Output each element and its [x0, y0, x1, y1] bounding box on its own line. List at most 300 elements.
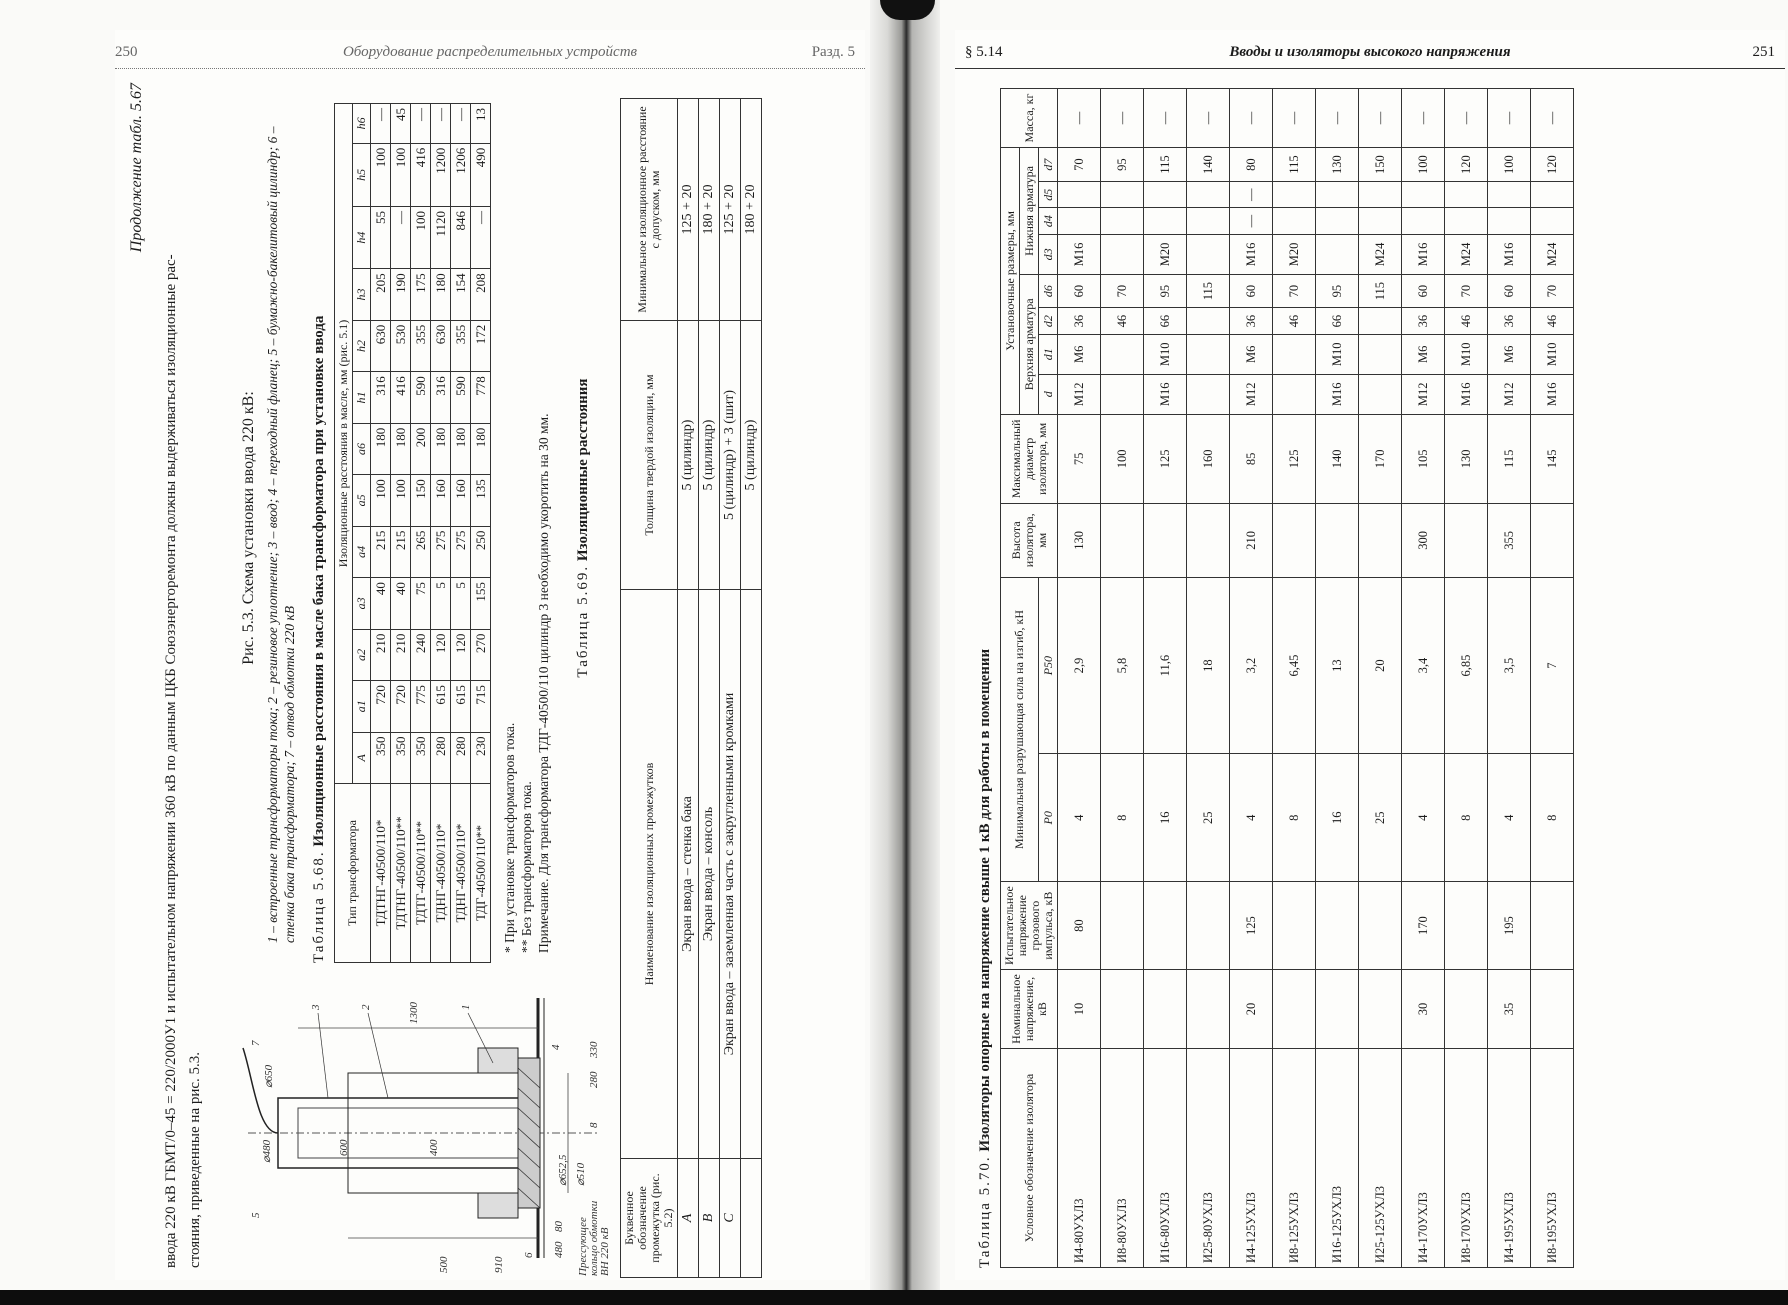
t570-cell-p50: 6,85	[1445, 577, 1488, 754]
t568-cell-value: 280	[431, 732, 451, 783]
t570-h-test: Испытательное напряжение грозового импульса, кВ	[1001, 882, 1058, 970]
t570-cell-d6: 60	[1058, 274, 1101, 307]
t569-cell-thick: 5 (цилиндр)	[699, 321, 720, 590]
t570-cell-un: 20	[1230, 970, 1273, 1049]
t569-body	[678, 99, 762, 1278]
t570-cell-m: —	[1531, 89, 1574, 148]
t570-cell-d7: 100	[1488, 148, 1531, 182]
t568-cell-value: 230	[471, 732, 491, 783]
t570-cell-dmax: 85	[1230, 414, 1273, 503]
t570-cell-d1: M10	[1531, 334, 1574, 374]
t570-cell-h: 210	[1230, 503, 1273, 577]
t570-row	[1230, 89, 1273, 1268]
t570-cell-dmax: 125	[1273, 414, 1316, 503]
dim-600: 600	[338, 1139, 350, 1156]
t570-row	[1144, 89, 1187, 1268]
t568-cell-value: 265	[411, 526, 431, 577]
t570-h-mass: Масса, кг	[1001, 89, 1058, 148]
fig-label-5: 5	[250, 1212, 262, 1218]
t570-cell-h	[1531, 503, 1574, 577]
table-570-title	[974, 88, 996, 1268]
t568-cell-value: 180	[391, 423, 411, 474]
t570-cell-d6: 60	[1402, 274, 1445, 307]
t568-cell-value: 316	[371, 372, 391, 423]
t570-cell-name: И8-125УХЛ3	[1273, 1049, 1316, 1268]
t569-cell-letter	[741, 1159, 762, 1278]
right-running-head	[955, 44, 1785, 66]
t568-cell-value: 100	[391, 475, 411, 526]
t570-cell-d7: 115	[1273, 148, 1316, 182]
t570-cell-d1: M6	[1402, 334, 1445, 374]
t570-cell-p50: 13	[1316, 577, 1359, 754]
t570-cell-m: —	[1058, 89, 1101, 148]
t568-cell-value: 210	[391, 629, 411, 680]
t568-cell-value: 190	[391, 269, 411, 320]
left-rotated-content	[120, 83, 860, 1278]
table-5-69	[620, 98, 762, 1278]
t569-cell-thick: 5 (цилиндр) + 3 (шит)	[720, 321, 741, 590]
t570-cell-p0: 8	[1445, 754, 1488, 882]
t568-row	[471, 104, 491, 963]
bushing-drawing	[238, 978, 618, 1278]
t569-cell-name	[741, 590, 762, 1159]
left-running-head	[115, 44, 865, 66]
dim-910: 910	[493, 1256, 505, 1273]
t570-cell-d3: M16	[1488, 234, 1531, 274]
t570-cell-d7: 95	[1101, 148, 1144, 182]
dim-330: 330	[588, 1041, 600, 1058]
t570-cell-dmax: 125	[1144, 414, 1187, 503]
t570-cell-ut	[1101, 882, 1144, 970]
t568-row	[431, 104, 451, 963]
dim-280: 280	[588, 1071, 600, 1088]
table-568-title	[308, 93, 330, 963]
t570-cell-p0: 16	[1316, 754, 1359, 882]
dim-650: ⌀650	[263, 1064, 275, 1088]
t570-cell-d6: 95	[1316, 274, 1359, 307]
t568-cell-value: 180	[471, 423, 491, 474]
t570-cell-d5	[1402, 182, 1445, 208]
t568-cell-value: 720	[391, 681, 411, 732]
t570-cell-un: 30	[1402, 970, 1445, 1049]
t568-cell-value: 215	[391, 526, 411, 577]
t570-cell-ut: 195	[1488, 882, 1531, 970]
t568-cell-value: 180	[431, 269, 451, 320]
t570-cell-p50: 2,9	[1058, 577, 1101, 754]
t568-col-h4: h4	[353, 206, 371, 268]
ring-label: Прессующее кольцо обмотки ВН 220 кВ	[577, 1200, 611, 1276]
t570-cell-d2: 46	[1531, 308, 1574, 334]
t568-cell-value: 280	[451, 732, 471, 783]
t570-cell-ut	[1316, 882, 1359, 970]
left-page	[115, 30, 865, 1280]
table-568-prefix: Таблица 5.68.	[311, 850, 327, 963]
right-page	[955, 30, 1785, 1280]
figure-5-3	[238, 978, 618, 1278]
t570-cell-p50: 18	[1187, 577, 1230, 754]
t570-cell-dmax: 160	[1187, 414, 1230, 503]
t570-body	[1058, 89, 1574, 1268]
t570-h-d5: d5	[1039, 182, 1058, 208]
t568-cell-value: 715	[471, 681, 491, 732]
t570-row	[1187, 89, 1230, 1268]
t568-cell-value: 100	[411, 206, 431, 268]
t568-col-a5: a5	[353, 475, 371, 526]
t570-h-p50: P50	[1039, 577, 1058, 754]
t568-cell-value: 350	[371, 732, 391, 783]
t570-cell-d5	[1488, 182, 1531, 208]
t570-cell-d5	[1144, 182, 1187, 208]
t568-col-a6: a6	[353, 423, 371, 474]
t570-cell-d1: M10	[1445, 334, 1488, 374]
t570-cell-d7: 115	[1144, 148, 1187, 182]
t569-cell-letter: C	[720, 1159, 741, 1278]
t570-cell-m: —	[1402, 89, 1445, 148]
t568-cell-value: 416	[411, 143, 431, 206]
fig-label-2: 2	[360, 1004, 372, 1010]
t570-cell-d3: M24	[1359, 234, 1402, 274]
t568-col-a3: a3	[353, 578, 371, 629]
t568-col-a1: a1	[353, 681, 371, 732]
t570-cell-un	[1316, 970, 1359, 1049]
dim-652: ⌀652,5	[557, 1154, 569, 1186]
t568-cell-value: 100	[391, 143, 411, 206]
t568-cell-value: 275	[431, 526, 451, 577]
t568-cell-value: 490	[471, 143, 491, 206]
fig-label-7: 7	[250, 1040, 262, 1046]
t570-cell-d1: M6	[1488, 334, 1531, 374]
t570-cell-d2: 66	[1316, 308, 1359, 334]
t568-row	[411, 104, 431, 963]
t570-cell-d1	[1101, 334, 1144, 374]
t570-cell-ut	[1144, 882, 1187, 970]
t570-cell-d1	[1273, 334, 1316, 374]
t570-cell-d4	[1144, 208, 1187, 234]
t569-cell-letter: B	[699, 1159, 720, 1278]
t570-cell-dmax: 75	[1058, 414, 1101, 503]
t568-cell-value: 120	[431, 629, 451, 680]
t568-cell-type: ТДТНГ-40500/110*	[371, 784, 391, 963]
t569-col-name: Наименование изоляционных промежутков	[621, 590, 678, 1159]
t570-cell-d4	[1531, 208, 1574, 234]
t569-cell-dist: 180 + 20	[699, 99, 720, 321]
t570-cell-d1: M6	[1230, 334, 1273, 374]
t570-cell-d4	[1402, 208, 1445, 234]
t570-cell-dmax: 170	[1359, 414, 1402, 503]
table-5-70	[1000, 88, 1574, 1268]
t568-row	[391, 104, 411, 963]
fig-label-6: 6	[523, 1252, 535, 1258]
left-page-number: 250	[115, 44, 138, 60]
t570-cell-d3	[1316, 234, 1359, 274]
t570-cell-un	[1101, 970, 1144, 1049]
t568-cell-value: 160	[431, 475, 451, 526]
t570-cell-d5	[1445, 182, 1488, 208]
t568-cell-value: 40	[371, 578, 391, 629]
intro-line-2: стояния, приведенные на рис. 5.3.	[187, 1051, 203, 1268]
t570-cell-name: И4-195УХЛ3	[1488, 1049, 1531, 1268]
t568-cell-value: 615	[451, 681, 471, 732]
t569-cell-name: Экран ввода – заземленная часть с закругленными кромками	[720, 590, 741, 1159]
t570-h-d7: d7	[1039, 148, 1058, 182]
t568-cell-value: 208	[471, 269, 491, 320]
t568-cell-value: 100	[371, 475, 391, 526]
t570-cell-name: И25-80УХЛ3	[1187, 1049, 1230, 1268]
t568-cell-value: 55	[371, 206, 391, 268]
t570-cell-d2: 36	[1488, 308, 1531, 334]
t570-cell-d: M12	[1402, 374, 1445, 414]
t570-cell-d5	[1531, 182, 1574, 208]
t570-cell-d2: 36	[1402, 308, 1445, 334]
scan-bottom-edge	[0, 1290, 1788, 1305]
t570-cell-m: —	[1230, 89, 1273, 148]
t568-cell-value: 180	[371, 423, 391, 474]
t568-note-1: * При установке трансформаторов тока.	[502, 722, 517, 953]
t570-cell-h	[1445, 503, 1488, 577]
t568-cell-value: —	[371, 104, 391, 144]
t569-col-letter: Буквенное обозначение промежутка (рис. 5.2)	[621, 1159, 678, 1278]
t570-row	[1058, 89, 1101, 1268]
table-569-title	[572, 93, 594, 963]
book-gutter	[870, 0, 940, 1305]
t570-cell-d	[1273, 374, 1316, 414]
t570-cell-d7: 150	[1359, 148, 1402, 182]
t570-row	[1359, 89, 1402, 1268]
t570-h-p0: P0	[1039, 754, 1058, 882]
t568-cell-value: —	[451, 104, 471, 144]
t570-cell-m: —	[1187, 89, 1230, 148]
dim-480: ⌀480	[261, 1139, 273, 1163]
t569-row	[741, 99, 762, 1278]
t570-cell-d	[1187, 374, 1230, 414]
t570-cell-p50: 3,5	[1488, 577, 1531, 754]
t570-cell-p0: 8	[1531, 754, 1574, 882]
t570-cell-d7: 80	[1230, 148, 1273, 182]
t570-cell-d: M16	[1316, 374, 1359, 414]
t568-cell-value: 316	[431, 372, 451, 423]
t570-cell-d3: M16	[1230, 234, 1273, 274]
t570-cell-d: M12	[1488, 374, 1531, 414]
figure-legend: 1 – встроенные трансформаторы тока; 2 – резиновое уплотнение; 3 – ввод; 4 – переходный фланец; 5 – бумажно-бакелитовый цилиндр; 6 – стенка бака трансформатора; 7 – отвод обмотки 220 кВ	[265, 126, 297, 943]
t568-cell-value: 630	[431, 320, 451, 371]
t570-cell-d3: M20	[1273, 234, 1316, 274]
t568-cell-value: 615	[431, 681, 451, 732]
t570-row	[1531, 89, 1574, 1268]
t570-cell-ut: 125	[1230, 882, 1273, 970]
t570-cell-dmax: 100	[1101, 414, 1144, 503]
table-569-prefix: Таблица 5.69.	[575, 564, 591, 678]
t568-row	[371, 104, 391, 963]
table-5-68	[334, 103, 491, 963]
t568-cell-type: ТДНГ-40500/110*	[451, 784, 471, 963]
t568-cell-value: 205	[371, 269, 391, 320]
right-rotated-content	[970, 88, 1765, 1268]
t570-cell-d5	[1273, 182, 1316, 208]
t570-cell-d7: 70	[1058, 148, 1101, 182]
t570-cell-ut	[1359, 882, 1402, 970]
t570-cell-name: И16-80УХЛ3	[1144, 1049, 1187, 1268]
t570-cell-d7: 130	[1316, 148, 1359, 182]
t570-cell-d5	[1316, 182, 1359, 208]
t570-cell-h	[1101, 503, 1144, 577]
t570-cell-h: 130	[1058, 503, 1101, 577]
t570-cell-m: —	[1144, 89, 1187, 148]
t570-cell-p0: 8	[1101, 754, 1144, 882]
t569-cell-thick: 5 (цилиндр)	[678, 321, 699, 590]
t570-cell-name: И4-125УХЛ3	[1230, 1049, 1273, 1268]
t570-cell-d3	[1101, 234, 1144, 274]
intro-line-1: ввода 220 кВ ГБМТ/0–45 = 220/2000У1 и испытательном напряжении 360 кВ по данным ЦКБ Союзэнергоремонта должны выдерживаться изоляционные рас-	[163, 254, 179, 1268]
figure-caption: Рис. 5.3. Схема установки ввода 220 кВ:	[240, 391, 257, 665]
left-text-column	[238, 93, 598, 963]
t570-cell-p0: 4	[1230, 754, 1273, 882]
t570-cell-m: —	[1488, 89, 1531, 148]
t568-cell-value: 180	[451, 423, 471, 474]
t568-col-type: Тип трансформатора	[335, 784, 371, 963]
t570-h-force: Минимальная разрушающая сила на изгиб, кН	[1001, 577, 1039, 881]
t570-cell-d: M16	[1445, 374, 1488, 414]
t569-cell-dist: 125 + 20	[720, 99, 741, 321]
t570-cell-m: —	[1273, 89, 1316, 148]
t570-cell-p0: 8	[1273, 754, 1316, 882]
t568-cell-value: 5	[431, 578, 451, 629]
t568-cell-value: 120	[451, 629, 471, 680]
t568-cell-value: 355	[411, 320, 431, 371]
t570-h-voltage: Номинальное напряжение, кВ	[1001, 970, 1058, 1049]
t568-note-3: Примечание. Для трансформатора ТДГ-40500/110 цилиндр 3 необходимо укоротить на 30 мм.	[536, 413, 551, 953]
table-568-name: Изоляционные расстояния в масле бака трансформатора при установке ввода	[311, 315, 327, 847]
t570-cell-d: M12	[1058, 374, 1101, 414]
t570-cell-un: 35	[1488, 970, 1531, 1049]
t570-cell-d2	[1359, 308, 1402, 334]
t568-col-A: A	[353, 732, 371, 783]
t570-h-designation: Условное обозначение изолятора	[1001, 1049, 1058, 1268]
t570-cell-p0: 4	[1058, 754, 1101, 882]
t568-cell-value: 5	[451, 578, 471, 629]
t570-cell-d1: M10	[1144, 334, 1187, 374]
t570-cell-d4	[1445, 208, 1488, 234]
continuation-note: Продолжение табл. 5.67	[128, 83, 145, 253]
t570-cell-m: —	[1359, 89, 1402, 148]
t570-cell-d3: M16	[1058, 234, 1101, 274]
t570-cell-d2: 46	[1445, 308, 1488, 334]
t570-cell-name: И8-170УХЛ3	[1445, 1049, 1488, 1268]
t570-h-d3: d3	[1039, 234, 1058, 274]
t568-cell-value: 1206	[451, 143, 471, 206]
t570-cell-d7: 100	[1402, 148, 1445, 182]
t570-cell-d5	[1359, 182, 1402, 208]
table-570-prefix: Таблица 5.70.	[977, 1155, 993, 1268]
t570-cell-d4	[1316, 208, 1359, 234]
t570-cell-p0: 4	[1402, 754, 1445, 882]
t570-cell-d3: M20	[1144, 234, 1187, 274]
t570-cell-ut	[1273, 882, 1316, 970]
t570-cell-d4	[1101, 208, 1144, 234]
t570-cell-d4	[1187, 208, 1230, 234]
t568-cell-value: 355	[451, 320, 471, 371]
t570-cell-m: —	[1101, 89, 1144, 148]
t570-cell-d7: 120	[1445, 148, 1488, 182]
t568-cell-value: 630	[371, 320, 391, 371]
t570-cell-un: 10	[1058, 970, 1101, 1049]
t568-cell-value: 590	[411, 372, 431, 423]
t568-cell-value: 275	[451, 526, 471, 577]
t570-cell-p50: 6,45	[1273, 577, 1316, 754]
t568-row	[451, 104, 471, 963]
t568-cell-value: 100	[371, 143, 391, 206]
t570-cell-d5	[1058, 182, 1101, 208]
t570-cell-dmax: 105	[1402, 414, 1445, 503]
t568-cell-value: 215	[371, 526, 391, 577]
fig-label-3: 3	[310, 1004, 322, 1010]
t568-cell-value: 530	[391, 320, 411, 371]
t570-cell-un	[1273, 970, 1316, 1049]
t570-cell-dmax: 130	[1445, 414, 1488, 503]
t568-cell-value: —	[471, 206, 491, 268]
t570-cell-dmax: 115	[1488, 414, 1531, 503]
t570-cell-d	[1101, 374, 1144, 414]
t568-cell-value: 350	[391, 732, 411, 783]
t570-cell-h	[1359, 503, 1402, 577]
left-header-rule	[115, 68, 865, 69]
t570-cell-ut: 80	[1058, 882, 1101, 970]
t570-cell-h: 300	[1402, 503, 1445, 577]
t569-cell-name: Экран ввода – консоль	[699, 590, 720, 1159]
t570-row	[1445, 89, 1488, 1268]
t570-cell-d1	[1359, 334, 1402, 374]
right-page-number: 251	[1752, 44, 1775, 60]
dim-80: 80	[553, 1221, 565, 1232]
t570-cell-p0: 25	[1187, 754, 1230, 882]
t570-cell-d2: 36	[1058, 308, 1101, 334]
t568-col-h2: h2	[353, 320, 371, 371]
dim-510: ⌀510	[575, 1162, 587, 1186]
t570-cell-d2: 46	[1101, 308, 1144, 334]
t568-cell-value: —	[391, 206, 411, 268]
t570-cell-d5: —	[1230, 182, 1273, 208]
t570-h-height: Высота изолятора, мм	[1001, 503, 1058, 577]
t568-col-h5: h5	[353, 143, 371, 206]
t570-cell-d6: 115	[1359, 274, 1402, 307]
t570-h-d: d	[1039, 374, 1058, 414]
t568-cell-value: 1200	[431, 143, 451, 206]
t570-cell-ut	[1531, 882, 1574, 970]
t568-cell-type: ТДТНГ-40500/110**	[391, 784, 411, 963]
t570-row	[1402, 89, 1445, 1268]
t570-h-upper: Верхняя арматура	[1020, 274, 1039, 414]
t570-cell-d4	[1273, 208, 1316, 234]
t568-cell-type: ТДГ-40500/110**	[471, 784, 491, 963]
table-570-name: Изоляторы опорные на напряжение свыше 1 кВ для работы в помещении	[977, 648, 993, 1152]
t568-cell-value: 210	[371, 629, 391, 680]
t568-cell-value: 416	[391, 372, 411, 423]
t570-cell-p50: 20	[1359, 577, 1402, 754]
t569-cell-dist: 125 + 20	[678, 99, 699, 321]
t570-cell-un	[1445, 970, 1488, 1049]
t570-cell-name: И8-195УХЛ3	[1531, 1049, 1574, 1268]
t570-cell-d1: M10	[1316, 334, 1359, 374]
t570-cell-m: —	[1316, 89, 1359, 148]
t568-cell-value: 240	[411, 629, 431, 680]
t570-cell-d1: M6	[1058, 334, 1101, 374]
t568-col-a4: a4	[353, 526, 371, 577]
t570-cell-p50: 5,8	[1101, 577, 1144, 754]
t570-cell-h	[1144, 503, 1187, 577]
t569-row	[678, 99, 699, 1278]
t570-cell-h: 355	[1488, 503, 1531, 577]
t568-col-h3: h3	[353, 269, 371, 320]
right-section-label: § 5.14	[965, 44, 1003, 60]
